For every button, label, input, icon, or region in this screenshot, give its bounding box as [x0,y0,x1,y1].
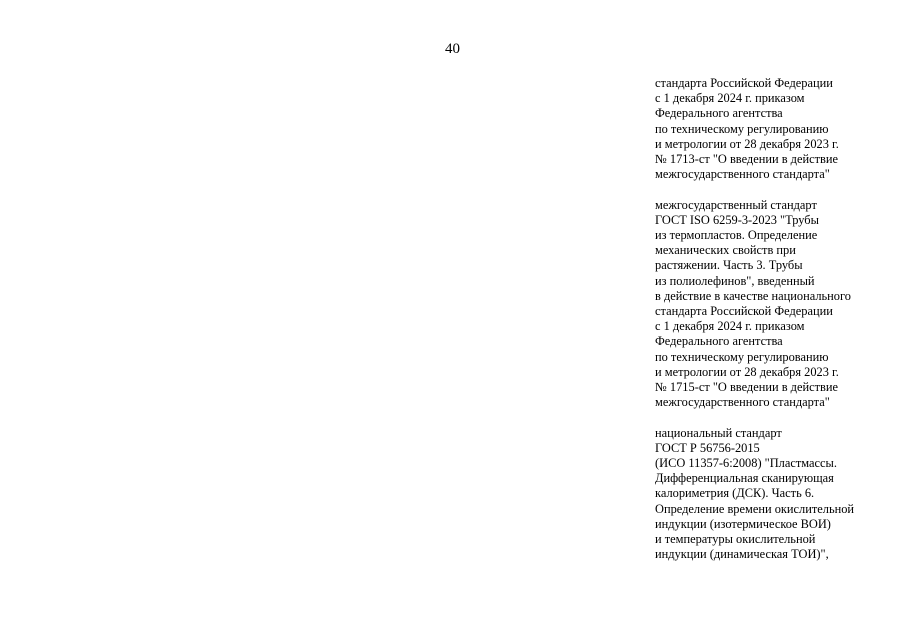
text-line: национальный стандарт [655,425,782,440]
text-line: растяжении. Часть 3. Трубы [655,258,803,273]
text-line: межгосударственного стандарта" [655,395,830,410]
text-line: межгосударственный стандарт [655,197,817,212]
text-line: ГОСТ Р 56756-2015 [655,440,760,455]
page-number: 40 [445,41,460,57]
text-line: по техническому регулированию [655,121,829,136]
text-line: Федерального агентства [655,106,783,121]
text-line: с 1 декабря 2024 г. приказом [655,91,805,106]
document-text-column [655,76,900,562]
text-line: межгосударственного стандарта" [655,167,830,182]
text-line: и метрологии от 28 декабря 2023 г. [655,136,839,151]
text-line: механических свойств при [655,243,796,258]
text-line: Определение времени окислительной [655,501,855,516]
text-block-3 [655,426,900,563]
text-line: в действие в качестве национального [655,288,851,303]
text-line: Дифференциальная сканирующая [655,471,834,486]
text-line: индукции (изотермическое ВОИ) [655,516,831,531]
text-line: индукции (динамическая ТОИ)", [655,547,829,562]
text-line: стандарта Российской Федерации [655,304,833,319]
text-line: калориметрия (ДСК). Часть 6. [655,486,815,501]
text-line: и метрологии от 28 декабря 2023 г. [655,364,839,379]
text-block-1 [655,76,900,182]
text-line: № 1713-ст "О введении в действие [655,152,838,167]
text-line: из полиолефинов", введенный [655,273,815,288]
text-line: с 1 декабря 2024 г. приказом [655,319,805,334]
text-line: из термопластов. Определение [655,228,818,243]
text-line: № 1715-ст "О введении в действие [655,380,838,395]
text-line: ГОСТ ISO 6259-3-2023 "Трубы [655,212,819,227]
text-block-2 [655,198,900,411]
text-line: и температуры окислительной [655,532,816,547]
text-line: (ИСО 11357-6:2008) "Пластмассы. [655,456,837,471]
text-line: стандарта Российской Федерации [655,76,833,90]
text-line: Федерального агентства [655,334,783,349]
text-line: по техническому регулированию [655,349,829,364]
